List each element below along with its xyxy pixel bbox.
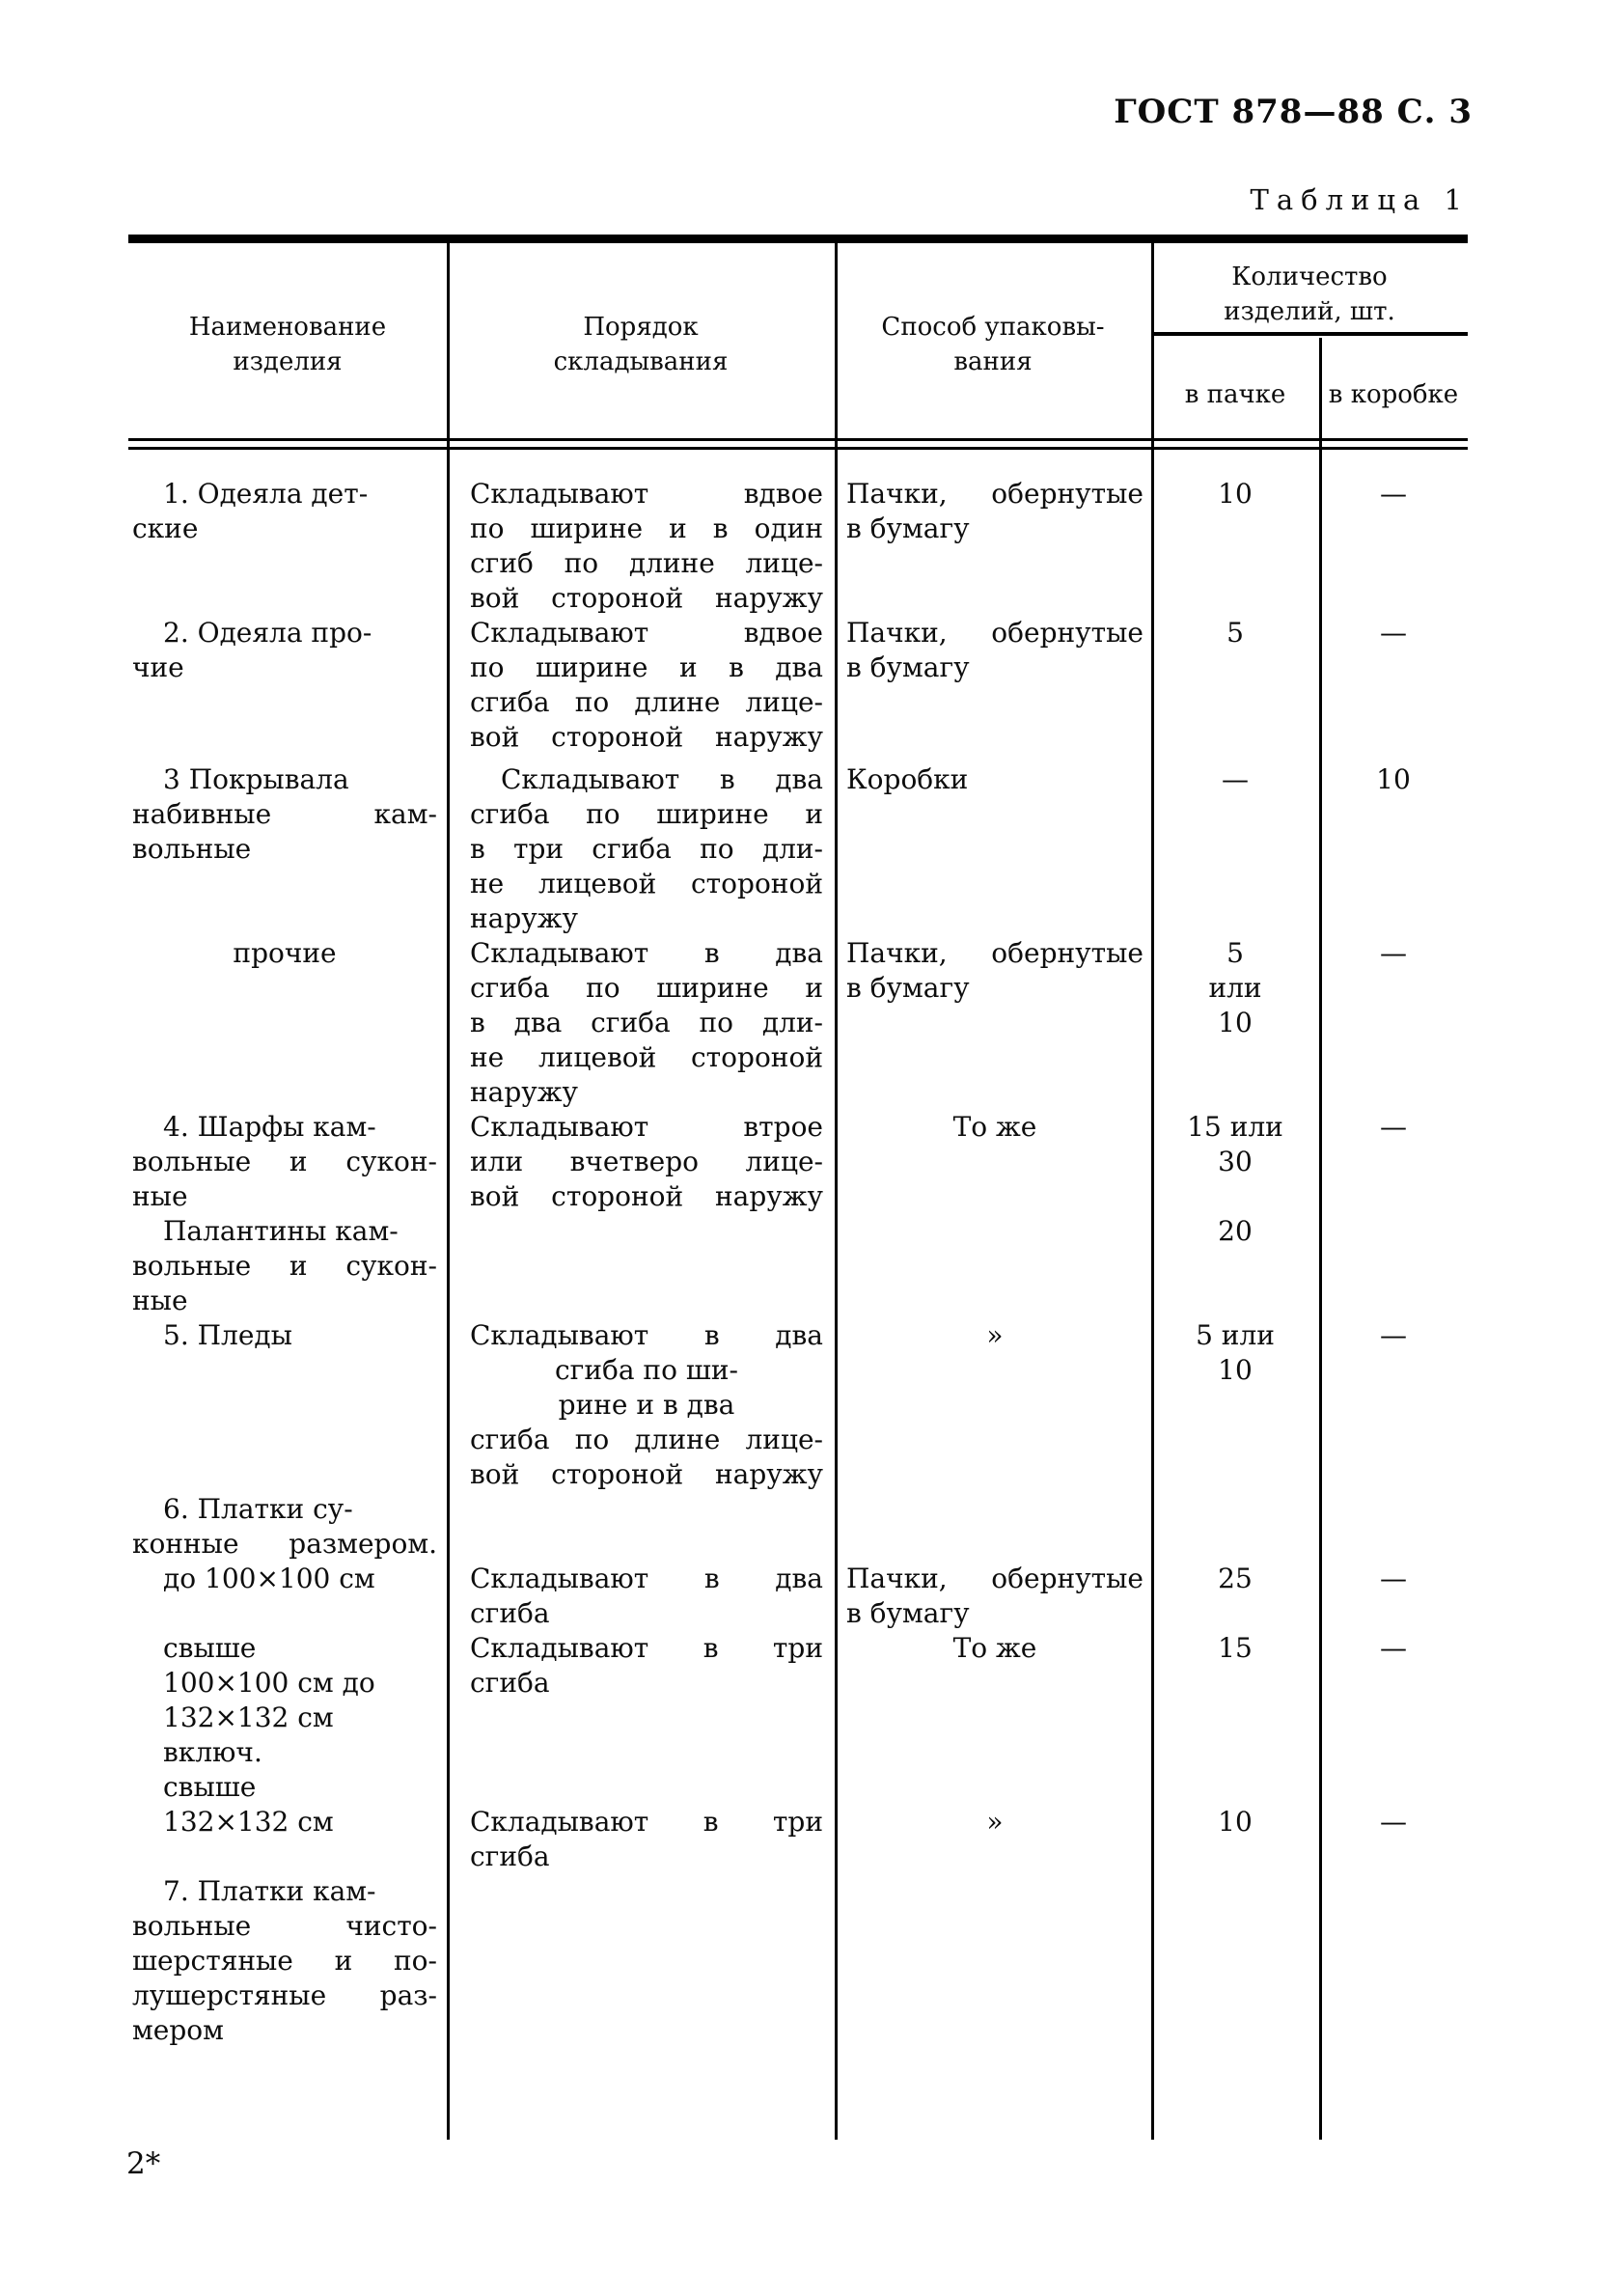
cell-per_box xyxy=(1319,477,1468,616)
cell-line: — xyxy=(1380,1806,1407,1838)
cell-line: свыше xyxy=(163,1632,257,1664)
cell-packing xyxy=(835,1492,1151,1562)
table-row xyxy=(128,1492,1468,1562)
header-line: Способ упаковы- xyxy=(881,313,1105,342)
table-row xyxy=(128,1214,1468,1318)
cell-name xyxy=(128,1874,447,2048)
cell-line: Пачки, обернутые xyxy=(846,617,1143,649)
cell-line: ные xyxy=(132,1285,188,1316)
cell-line: Пачки, обернутые xyxy=(846,478,1143,510)
cell-line: » xyxy=(986,1806,1004,1838)
cell-line: мером xyxy=(132,2014,224,2046)
cell-line: сгиба по длине лице- xyxy=(470,1424,823,1455)
cell-line: — xyxy=(1380,1563,1407,1594)
cell-line: ные xyxy=(132,1180,188,1212)
cell-name xyxy=(128,1318,447,1492)
cell-name xyxy=(128,1492,447,1562)
cell-line: 10 xyxy=(1218,1007,1253,1038)
cell-name xyxy=(128,1770,447,1874)
header-per-pack: в пачке xyxy=(1184,380,1286,409)
cell-line: — xyxy=(1380,1632,1407,1664)
cell-line: сгиба xyxy=(470,1667,550,1699)
packing-table xyxy=(128,235,1468,2140)
cell-per_pack xyxy=(1151,936,1319,1110)
cell-line: вольные чисто- xyxy=(132,1910,437,1942)
cell-per_pack xyxy=(1151,1318,1319,1492)
document-reference: ГОСТ 878—88 С. 3 xyxy=(1114,93,1473,131)
table-row xyxy=(128,1770,1468,1874)
table-row xyxy=(128,1318,1468,1492)
cell-line: 10 xyxy=(1218,1354,1253,1386)
cell-line: 1. Одеяла дет- xyxy=(163,478,369,510)
cell-per_pack xyxy=(1151,762,1319,936)
cell-per_pack xyxy=(1151,1214,1319,1318)
cell-line: сгиба по длине лице- xyxy=(470,686,823,718)
cell-folding xyxy=(447,1318,835,1492)
cell-line: наружу xyxy=(470,902,578,934)
cell-line: Пачки, обернутые xyxy=(846,1563,1143,1594)
cell-line: — xyxy=(1380,478,1407,510)
cell-folding xyxy=(447,1770,835,1874)
cell-line: 6. Платки су- xyxy=(163,1493,353,1525)
header-line: изделий, шт. xyxy=(1224,297,1395,326)
cell-line: свыше xyxy=(163,1771,257,1803)
cell-line: лушерстяные раз- xyxy=(132,1979,437,2011)
cell-line: 4. Шарфы кам- xyxy=(163,1111,376,1143)
cell-line: Складывают в два xyxy=(470,1563,823,1594)
table-row xyxy=(128,477,1468,616)
cell-line: вой стороной наружу xyxy=(470,582,823,614)
cell-packing xyxy=(835,1214,1151,1318)
table-row xyxy=(128,1631,1468,1770)
cell-line: в два сгиба по дли- xyxy=(470,1007,823,1038)
cell-line: 5 или xyxy=(1196,1319,1275,1351)
cell-line xyxy=(846,1770,1143,1805)
cell-line: в бумагу xyxy=(846,512,970,544)
cell-packing xyxy=(835,936,1151,1110)
cell-per_box xyxy=(1319,1214,1468,1318)
table-row xyxy=(128,1562,1468,1631)
cell-line: набивные кам- xyxy=(132,798,437,830)
cell-line: в бумагу xyxy=(846,972,970,1004)
cell-line: 3 Покрывала xyxy=(163,763,349,795)
cell-line xyxy=(470,1770,823,1805)
cell-line: по ширине и в один xyxy=(470,512,823,544)
cell-folding xyxy=(447,762,835,936)
cell-per_pack xyxy=(1151,616,1319,755)
cell-name xyxy=(128,1631,447,1770)
header-line: Порядок xyxy=(583,313,699,342)
cell-line: 10 xyxy=(1376,763,1411,795)
table-top-rule xyxy=(128,235,1468,243)
header-line: Наименование xyxy=(188,313,387,342)
cell-line: чие xyxy=(132,651,184,683)
cell-line xyxy=(1151,1770,1319,1805)
cell-folding xyxy=(447,1110,835,1214)
cell-packing xyxy=(835,1110,1151,1214)
cell-packing xyxy=(835,1562,1151,1631)
cell-name xyxy=(128,1110,447,1214)
cell-line: в бумагу xyxy=(846,1597,970,1629)
cell-line: вой стороной наружу xyxy=(470,1180,823,1212)
cell-name xyxy=(128,1214,447,1318)
cell-packing xyxy=(835,762,1151,936)
cell-per_pack xyxy=(1151,1631,1319,1770)
cell-line: 15 или xyxy=(1187,1111,1283,1143)
cell-line: Складывают вдвое xyxy=(470,617,823,649)
cell-line: Складывают в три xyxy=(470,1806,823,1838)
cell-line: То же xyxy=(952,1632,1037,1664)
cell-line: 5. Пледы xyxy=(163,1319,292,1351)
cell-line: Складывают в три xyxy=(470,1632,823,1664)
cell-per_pack xyxy=(1151,1110,1319,1214)
cell-line: сгиба по ширине и xyxy=(470,972,823,1004)
header-quantity-group xyxy=(1151,260,1468,329)
cell-line: — xyxy=(1380,937,1407,969)
cell-line: Пачки, обернутые xyxy=(846,937,1143,969)
table-caption: Таблица 1 xyxy=(1250,183,1470,216)
cell-line: — xyxy=(1222,763,1249,795)
cell-line: Складывают втрое xyxy=(470,1111,823,1143)
table-row xyxy=(128,616,1468,755)
cell-line: вольные xyxy=(132,833,252,865)
header-packing-column xyxy=(835,310,1151,379)
cell-line: вольные и сукон- xyxy=(132,1250,437,1282)
cell-folding xyxy=(447,1562,835,1631)
cell-per_pack xyxy=(1151,1562,1319,1631)
cell-line: 100×100 см до xyxy=(163,1667,375,1699)
cell-name xyxy=(128,936,447,1110)
cell-folding xyxy=(447,1874,835,2048)
cell-per_box xyxy=(1319,1874,1468,2048)
header-per-box: в коробке xyxy=(1328,380,1459,409)
cell-line: » xyxy=(986,1319,1004,1351)
cell-packing xyxy=(835,616,1151,755)
cell-line: 5 xyxy=(1226,937,1244,969)
cell-line: до 100×100 см xyxy=(163,1563,375,1594)
cell-per_pack xyxy=(1151,1492,1319,1562)
cell-line: или вчетверо лице- xyxy=(470,1146,823,1177)
cell-line: Складывают в два xyxy=(501,763,823,795)
cell-line: в три сгиба по дли- xyxy=(470,833,823,865)
cell-line: сгиба xyxy=(470,1597,550,1629)
cell-line: вой стороной наружу xyxy=(470,1458,823,1490)
cell-line: не лицевой стороной xyxy=(470,1041,823,1073)
cell-name xyxy=(128,1562,447,1631)
header-folding-column xyxy=(447,310,835,379)
cell-line: не лицевой стороной xyxy=(470,868,823,899)
cell-line: сгиба по ши- xyxy=(554,1354,739,1386)
cell-line: конные размером. xyxy=(132,1528,437,1560)
cell-packing xyxy=(835,477,1151,616)
cell-line: Коробки xyxy=(846,763,969,795)
cell-per_box xyxy=(1319,1318,1468,1492)
header-body-separator xyxy=(128,438,1468,450)
cell-line: шерстяные и по- xyxy=(132,1945,437,1977)
cell-per_box xyxy=(1319,1770,1468,1874)
cell-line: 20 xyxy=(1218,1215,1253,1247)
cell-line: — xyxy=(1380,617,1407,649)
cell-line: включ. xyxy=(163,1736,262,1768)
cell-line: ские xyxy=(132,512,199,544)
cell-line: сгиб по длине лице- xyxy=(470,547,823,579)
header-line: вания xyxy=(953,347,1033,376)
cell-folding xyxy=(447,616,835,755)
header-line: Количество xyxy=(1231,263,1388,291)
cell-line: прочие xyxy=(233,937,337,969)
table-row xyxy=(128,1110,1468,1214)
cell-folding xyxy=(447,1631,835,1770)
table-row xyxy=(128,936,1468,1110)
cell-packing xyxy=(835,1631,1151,1770)
cell-line: 15 xyxy=(1218,1632,1253,1664)
cell-packing xyxy=(835,1874,1151,2048)
cell-folding xyxy=(447,1214,835,1318)
cell-line: Складывают вдвое xyxy=(470,478,823,510)
cell-line: вольные и сукон- xyxy=(132,1146,437,1177)
cell-line: 10 xyxy=(1218,1806,1253,1838)
header-line: изделия xyxy=(233,347,343,376)
cell-line: 132×132 см xyxy=(163,1701,334,1733)
cell-line: Палантины кам- xyxy=(163,1215,399,1247)
cell-line: 132×132 см xyxy=(163,1806,334,1838)
cell-per_box xyxy=(1319,1562,1468,1631)
quantity-group-rule xyxy=(1153,332,1468,336)
cell-line: — xyxy=(1380,1111,1407,1143)
cell-line: рине и в два xyxy=(558,1389,735,1421)
cell-folding xyxy=(447,1492,835,1562)
cell-folding xyxy=(447,936,835,1110)
cell-packing xyxy=(835,1770,1151,1874)
cell-per_box xyxy=(1319,1492,1468,1562)
cell-line: 7. Платки кам- xyxy=(163,1875,376,1907)
cell-per_box xyxy=(1319,1631,1468,1770)
cell-per_box xyxy=(1319,762,1468,936)
cell-line: или xyxy=(1208,972,1262,1004)
cell-line: в бумагу xyxy=(846,651,970,683)
table-body xyxy=(128,450,1468,2048)
header-name-column xyxy=(128,310,447,379)
cell-line: Складывают в два xyxy=(470,937,823,969)
table-row xyxy=(128,1874,1468,2048)
cell-per_box xyxy=(1319,616,1468,755)
cell-per_pack xyxy=(1151,477,1319,616)
cell-packing xyxy=(835,1318,1151,1492)
cell-folding xyxy=(447,477,835,616)
cell-name xyxy=(128,762,447,936)
cell-per_pack xyxy=(1151,1874,1319,2048)
cell-per_box xyxy=(1319,936,1468,1110)
cell-line: 5 xyxy=(1226,617,1244,649)
cell-line: наружу xyxy=(470,1076,578,1108)
cell-line: 2. Одеяла про- xyxy=(163,617,372,649)
cell-line: сгиба по ширине и xyxy=(470,798,823,830)
cell-line: 10 xyxy=(1218,478,1253,510)
cell-name xyxy=(128,477,447,616)
cell-line: То же xyxy=(952,1111,1037,1143)
table-row xyxy=(128,762,1468,936)
cell-line: Складывают в два xyxy=(470,1319,823,1351)
cell-per_box xyxy=(1319,1110,1468,1214)
cell-line: сгиба xyxy=(470,1840,550,1872)
cell-line: — xyxy=(1380,1319,1407,1351)
cell-line: 30 xyxy=(1218,1146,1253,1177)
cell-name xyxy=(128,616,447,755)
cell-line: по ширине и в два xyxy=(470,651,823,683)
cell-per_pack xyxy=(1151,1770,1319,1874)
cell-line xyxy=(1319,1770,1468,1805)
cell-line: 25 xyxy=(1218,1563,1253,1594)
header-line: складывания xyxy=(553,347,729,376)
cell-line: вой стороной наружу xyxy=(470,721,823,753)
page-signature-mark: 2* xyxy=(126,2146,161,2181)
